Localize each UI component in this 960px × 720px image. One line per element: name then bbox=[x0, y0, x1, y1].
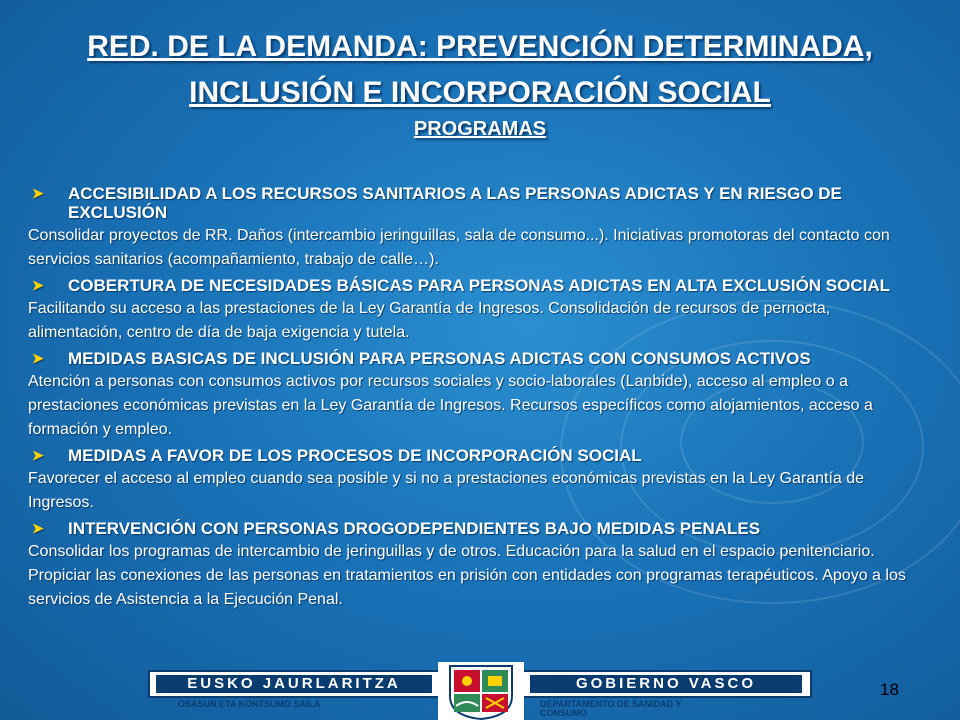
arrow-bullet-icon: ➤ bbox=[32, 350, 44, 366]
slide-title-line2: INCLUSIÓN E INCORPORACIÓN SOCIAL bbox=[189, 76, 771, 109]
program-list bbox=[28, 180, 928, 612]
program-heading: MEDIDAS A FAVOR DE LOS PROCESOS DE INCORPORACIÓN SOCIAL bbox=[68, 446, 642, 465]
program-section bbox=[28, 184, 928, 272]
arrow-bullet-icon: ➤ bbox=[32, 277, 44, 293]
program-section bbox=[28, 349, 928, 442]
program-section bbox=[28, 519, 928, 612]
arrow-bullet-icon: ➤ bbox=[32, 447, 44, 463]
program-heading: INTERVENCIÓN CON PERSONAS DROGODEPENDIENTES BAJO MEDIDAS PENALES bbox=[68, 519, 761, 538]
program-heading: COBERTURA DE NECESIDADES BÁSICAS PARA PERSONAS ADICTAS EN ALTA EXCLUSIÓN SOCIAL bbox=[68, 276, 891, 295]
right-department-label: DEPARTAMENTO DE SANIDAD Y CONSUMO bbox=[540, 699, 682, 718]
arrow-bullet-icon: ➤ bbox=[32, 520, 44, 536]
eusko-jaurlaritza-label: EUSKO JAURLARITZA bbox=[156, 675, 432, 693]
program-heading: MEDIDAS BASICAS DE INCLUSIÓN PARA PERSONAS ADICTAS CON CONSUMOS ACTIVOS bbox=[68, 349, 811, 368]
program-description: Facilitando su acceso a las prestaciones de la Ley Garantía de Ingresos. Consolidación de recursos de pernocta, alimentación, centro de día de baja exigencia y tutela. bbox=[28, 300, 831, 341]
program-section bbox=[28, 446, 928, 515]
program-description: Favorecer el acceso al empleo cuando sea posible y si no a prestaciones económicas previstas en la Ley Garantía de Ingresos. bbox=[28, 470, 865, 511]
slide-title-line1: RED. DE LA DEMANDA: PREVENCIÓN DETERMINADA, bbox=[87, 30, 873, 63]
program-description: Atención a personas con consumos activos por recursos sociales y socio-laborales (Lanbide), acceso al empleo o a prestaciones económicas previstas en la Ley Garantía de Ingresos. Recursos específicos como alojamientos, acceso a formación y empleo. bbox=[28, 373, 873, 438]
arrow-bullet-icon: ➤ bbox=[32, 185, 44, 201]
slide-subtitle: PROGRAMAS bbox=[413, 118, 547, 140]
program-description: Consolidar los programas de intercambio de jeringuillas y de otros. Educación para la salud en el espacio penitenciario. Propiciar las conexiones de las personas en tratamientos en prisión con entidades con programas terapéuticos. Apoyo a los servicios de Asistencia a la Ejecución Penal. bbox=[28, 543, 906, 608]
gobierno-vasco-label: GOBIERNO VASCO bbox=[530, 675, 802, 693]
left-department-label: OSASUN ETA KONTSUMO SAILA bbox=[178, 699, 321, 709]
program-section bbox=[28, 276, 928, 345]
program-description: Consolidar proyectos de RR. Daños (intercambio jeringuillas, sala de consumo...). Iniciativas promotoras del contacto con servicios sanitarios (acompañamiento, trabajo de calle…). bbox=[28, 227, 890, 268]
page-number: 18 bbox=[880, 680, 899, 699]
program-heading: ACCESIBILIDAD A LOS RECURSOS SANITARIOS A LAS PERSONAS ADICTAS Y EN RIESGO DE EXCLUSIÓN bbox=[68, 184, 842, 222]
basque-government-shield-icon bbox=[438, 662, 524, 720]
